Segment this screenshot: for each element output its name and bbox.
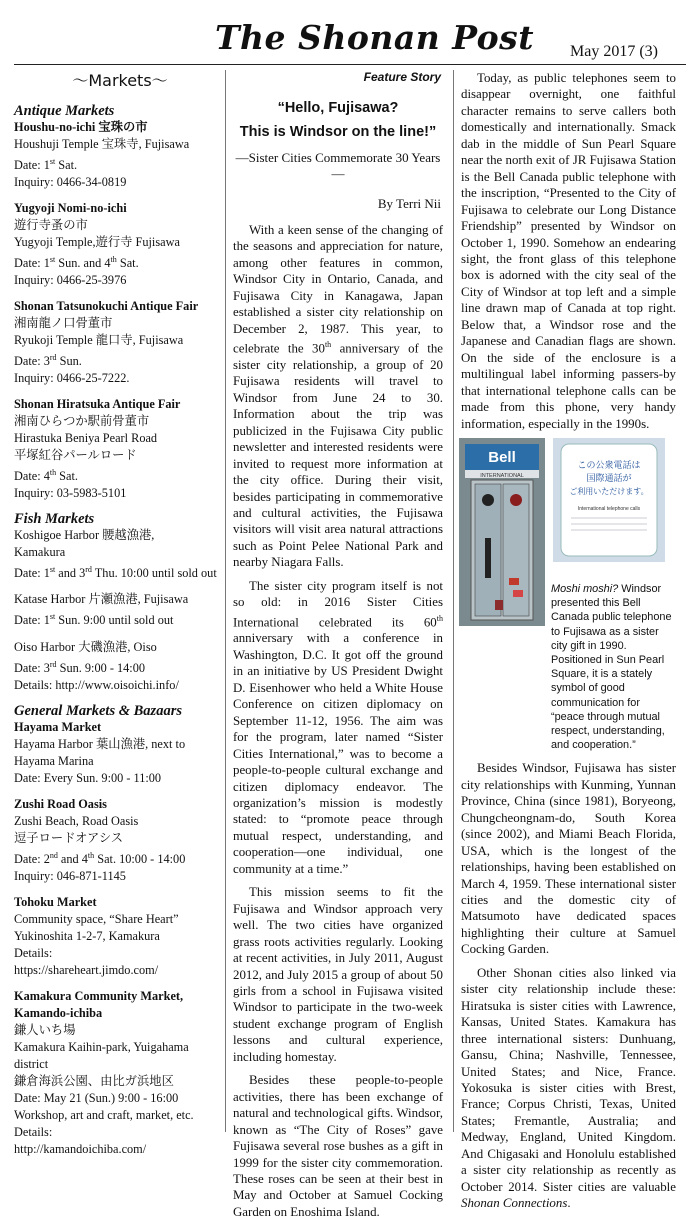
article-paragraph: This mission seems to fit the Fujisawa and Windsor approach very well. The two cities have organized grass roots activities regularly. Looking at recent activities, in July 2011, August 2012, and July 2015 a group of about 50 girls from a school in Fujisawa visited Windsor to participate in the two-week student exchange program of English lessons and cultural experience, including homestay.: [233, 885, 443, 1064]
market-entry-line: Date: 1st Sun. 9:00 until sold out: [14, 612, 174, 628]
market-entry-line: Kamakura Kaihin-park, Yuigahama district: [14, 1039, 189, 1071]
market-entry-line: 鎌人いち場: [14, 1022, 76, 1037]
market-category-heading: Antique Markets: [14, 103, 115, 119]
market-entry-line: Koshigoe Harbor 腰越漁港,: [14, 528, 155, 543]
market-entry-line: Houshuji Temple 宝珠寺, Fujisawa: [14, 137, 190, 151]
market-entry: [14, 719, 220, 787]
article-paragraph: Besides Windsor, Fujisawa has sister city relationships with Kunming, Yunnan Province, China (since 1981), Boryeong, Chungcheongnam-do, South Korea (since 2002), and Miami Beach Florida, USA, which is the longest of the relationships, having been established on March 4, 1959. These international sister cities and the domestic city of Matsumoto have dedicated spaces highlighting their culture at Samuel Cocking Garden.: [461, 761, 676, 957]
market-entry-line: 逗子ロードオアシス: [14, 830, 124, 845]
market-entry-line: Katase Harbor 片瀬漁港, Fujisawa: [14, 592, 189, 607]
sign-jp-line-1: この公衆電話は: [577, 460, 641, 471]
market-entry-line: Yukinoshita 1-2-7, Kamakura: [14, 928, 160, 943]
market-entry-title-jp: 遊行寺蚤の市: [14, 218, 88, 233]
issue-date: May 2017 (3): [570, 43, 658, 60]
headline-line-2: This is Windsor on the line!”: [239, 124, 437, 140]
market-entry: [14, 796, 220, 885]
article-paragraph: Besides these people-to-people activities, there has been exchange of natural and technological gifts. Windsor, known as “The City of Roses” gave Fujisawa several rose bushes as a gift in 1999 for the sister city commemoration. These roses can be seen at their best in May and October at Samuel Cocking Garden on Enoshima Island.: [233, 1073, 443, 1219]
market-entry-line: Kamakura: [14, 545, 66, 560]
market-entry-line: Zushi Beach, Road Oasis: [14, 813, 139, 828]
market-entry-title: Zushi Road Oasis: [14, 796, 107, 811]
bell-phone-booth-photo: [459, 438, 545, 626]
byline: By Terri Nii: [377, 196, 441, 211]
feature-column: [233, 68, 443, 1220]
market-entry-line: Date: 3rd Sun.: [14, 353, 82, 369]
market-entry-line: Community space, “Share Heart”: [14, 911, 179, 926]
photo-area: [459, 438, 676, 578]
column-divider-right: [453, 70, 454, 1132]
market-category-heading: Fish Markets: [14, 511, 95, 528]
article-body-middle: [233, 222, 443, 1220]
market-entry-line: Ryukoji Temple 龍口寺, Fujisawa: [14, 333, 184, 348]
market-entry-line: Date: 4th Sat.: [14, 468, 78, 484]
market-entry-line: Workshop, art and craft, market, etc.: [14, 1107, 194, 1122]
article-column-right: [461, 68, 676, 1212]
market-entry: [14, 527, 220, 582]
market-entry: [14, 200, 220, 289]
markets-heading: 〜Markets〜: [72, 71, 168, 90]
headline-line-1: “Hello, Fujisawa?: [277, 100, 399, 116]
market-entry-line: Date: May 21 (Sun.) 9:00 - 16:00: [14, 1090, 179, 1105]
market-entry-line: Inquiry: 0466-25-3976: [14, 273, 127, 288]
market-entry-title: Shonan Hiratsuka Antique Fair: [14, 397, 181, 412]
market-entry-line: Details:: [14, 1124, 53, 1139]
sign-jp-line-3: ご利用いただけます。: [569, 486, 649, 496]
multilingual-label-photo: [553, 438, 665, 562]
market-entry-line: Hirastuka Beniya Pearl Road: [14, 431, 158, 446]
caption-text: Windsor presented this Bell Canada public telephone to Fujisawa as a sister city gift in 1990. Positioned in Sun Pearl Square, it is a stately symbol of good communication for “peace through mutual respect, understanding, and cooperation.”: [551, 582, 672, 752]
international-sign-text: INTERNATIONAL: [480, 472, 524, 479]
market-entry: [14, 988, 220, 1158]
article-body-right: [461, 760, 676, 1211]
market-entry-line: Date: 1st Sat.: [14, 157, 78, 173]
market-entry-line: 平塚紅谷パールロード: [14, 448, 137, 463]
feature-story-label: Feature Story: [363, 70, 441, 84]
market-entry-title-jp: 湘南龍ノ口骨董市: [14, 316, 113, 331]
market-entry: [14, 298, 220, 387]
market-entry-line: Date: Every Sun. 9:00 - 11:00: [14, 770, 162, 785]
article-paragraph: Other Shonan cities also linked via sister city relationship include these: Hiratsuka is sister cities with Lawrence, Kansas, United States. Kamakura has three international sisters: Dunhuang, Gansu, China; Nashville, Tennessee, United States; and Nice, France. Yokosuka is sister cities with Brest, France; Corpus Christi, Texas, United States; Fremantle, Australia; and Medway, England, United Kingdom. And Chigasaki and Honolulu established a sister city relationship as recently as October 2014. Sister cities are valuable Shonan Connections.: [461, 965, 676, 1211]
newspaper-title: The Shonan Post: [215, 18, 534, 57]
sign-jp-line-2: 国際通話が: [586, 473, 632, 484]
markets-column: [14, 68, 220, 1167]
bell-sign-text: Bell: [488, 448, 516, 466]
masthead-rule: [14, 64, 686, 65]
closing-italic-phrase: Shonan Connections: [461, 1196, 568, 1211]
market-entry: [14, 396, 220, 502]
market-entry-line: Date: 1st and 3rd Thu. 10:00 until sold out: [14, 565, 217, 581]
article-paragraph: Today, as public telephones seem to disappear overnight, one faithful character remains to serve callers both domestically and internationally. Smack dab in the middle of Sun Pearl Square near the north exit of JR Fujisawa Station is the Bell Canada public telephone with the inscription, “Presented to the City of Fujisawa to celebrate our Long Distance Friendship” presented by Windsor on October 1, 1990. Somehow an endearing sight, the front glass of this telephone box is adorned with the city seal of the City of Windsor at top left and a simple line drawn map of Canada at top right. Below that, a Windsor rose and the Japanese and Canadian flags are shown. On the side of the enclosure is a multilingual label informing passers-by that international telephone calls can be made from this phone, very handy information, especially in the 1990s.: [461, 71, 676, 431]
market-entry-line: Oiso Harbor 大磯漁港, Oiso: [14, 639, 157, 654]
market-entry-line: Details: http://www.oisoichi.info/: [14, 677, 179, 692]
market-entry-line: http://kamandoichiba.com/: [14, 1141, 147, 1156]
article-paragraph: The sister city program itself is not so old: in 2016 Sister Cities International celebrated its 60th anniversary with a conference in Washington, D.C. It got off the ground in an initiative by US President Dwight D. Eisenhower who held a White House Conference on citizen diplomacy on September 11-12, 1956. The aim was for the program, later named “Sister Cities International,” was to become a people-to-people cultural exchange and citizen diplomacy endeavor. The organization’s mission is modestly stated: to “promote peace through mutual respect, understanding, and cooperation—one individual, one community at a time.”: [233, 578, 443, 876]
article-paragraph: With a keen sense of the changing of the seasons and appreciation for nature, among other features in common, Windsor City in Ontario, Canada, and Fujisawa City in Kanagawa, Japan established a sister city relationship on December 2, 1987. This year, to celebrate the 30th anniversary of the sister city relationship, a group of 20 Fujisawa residents will travel to Windsor from June 24 to 30. Information about the trip was publicized in the Fujisawa City public newsletter and interested residents were invited to request more information at the city office. During their visit, besides participating in commemorative and cultural activities, the Fujisawa visitors will visit area natural attractions such as Point Pelee National Park and nearby Niagara Falls.: [233, 223, 443, 570]
market-entry-title: Yugyoji Nomi-no-ichi: [14, 201, 127, 216]
market-entry-title-jp: 湘南ひらつか駅前骨董市: [14, 414, 150, 429]
markets-list: [14, 103, 220, 1158]
sign-en-line: International telephone calls: [577, 505, 641, 512]
market-entry-line: https://shareheart.jimdo.com/: [14, 962, 159, 977]
caption-lead: Moshi moshi?: [551, 582, 619, 595]
market-entry: [14, 894, 220, 979]
market-entry-line: Inquiry: 046-871-1145: [14, 868, 126, 883]
masthead: [0, 0, 700, 66]
market-entry-title: Kamakura Community Market, Kamando-ichiba: [14, 988, 184, 1020]
market-entry-line: 鎌倉海浜公園、由比ガ浜地区: [14, 1073, 174, 1088]
market-entry-line: Date: 1st Sun. and 4th Sat.: [14, 255, 139, 271]
market-entry-line: Details:: [14, 945, 53, 960]
market-entry: [14, 119, 220, 191]
market-entry: [14, 639, 220, 694]
market-entry: [14, 591, 220, 629]
market-entry-title: Shonan Tatsunokuchi Antique Fair: [14, 299, 199, 314]
market-entry-line: Date: 3rd Sun. 9:00 - 14:00: [14, 659, 146, 675]
market-entry-line: Hayama Harbor 葉山漁港, next to Hayama Marina: [14, 736, 186, 768]
subheadline: —Sister Cities Commemorate 30 Years—: [235, 150, 441, 181]
column-divider-left: [225, 70, 226, 1132]
market-entry-title: Hayama Market: [14, 719, 102, 734]
market-entry-line: Date: 2nd and 4th Sat. 10:00 - 14:00: [14, 850, 186, 866]
market-entry-title: Houshu-no-ichi 宝珠の市: [14, 120, 148, 134]
market-entry-line: Inquiry: 0466-25-7222.: [14, 371, 130, 386]
market-entry-line: Yugyoji Temple,遊行寺 Fujisawa: [14, 235, 180, 250]
market-entry-line: Inquiry: 03-5983-5101: [14, 486, 127, 501]
market-category-heading: General Markets & Bazaars: [14, 702, 182, 719]
market-entry-line: Inquiry: 0466-34-0819: [14, 175, 127, 190]
market-entry-title: Tohoku Market: [14, 894, 97, 909]
